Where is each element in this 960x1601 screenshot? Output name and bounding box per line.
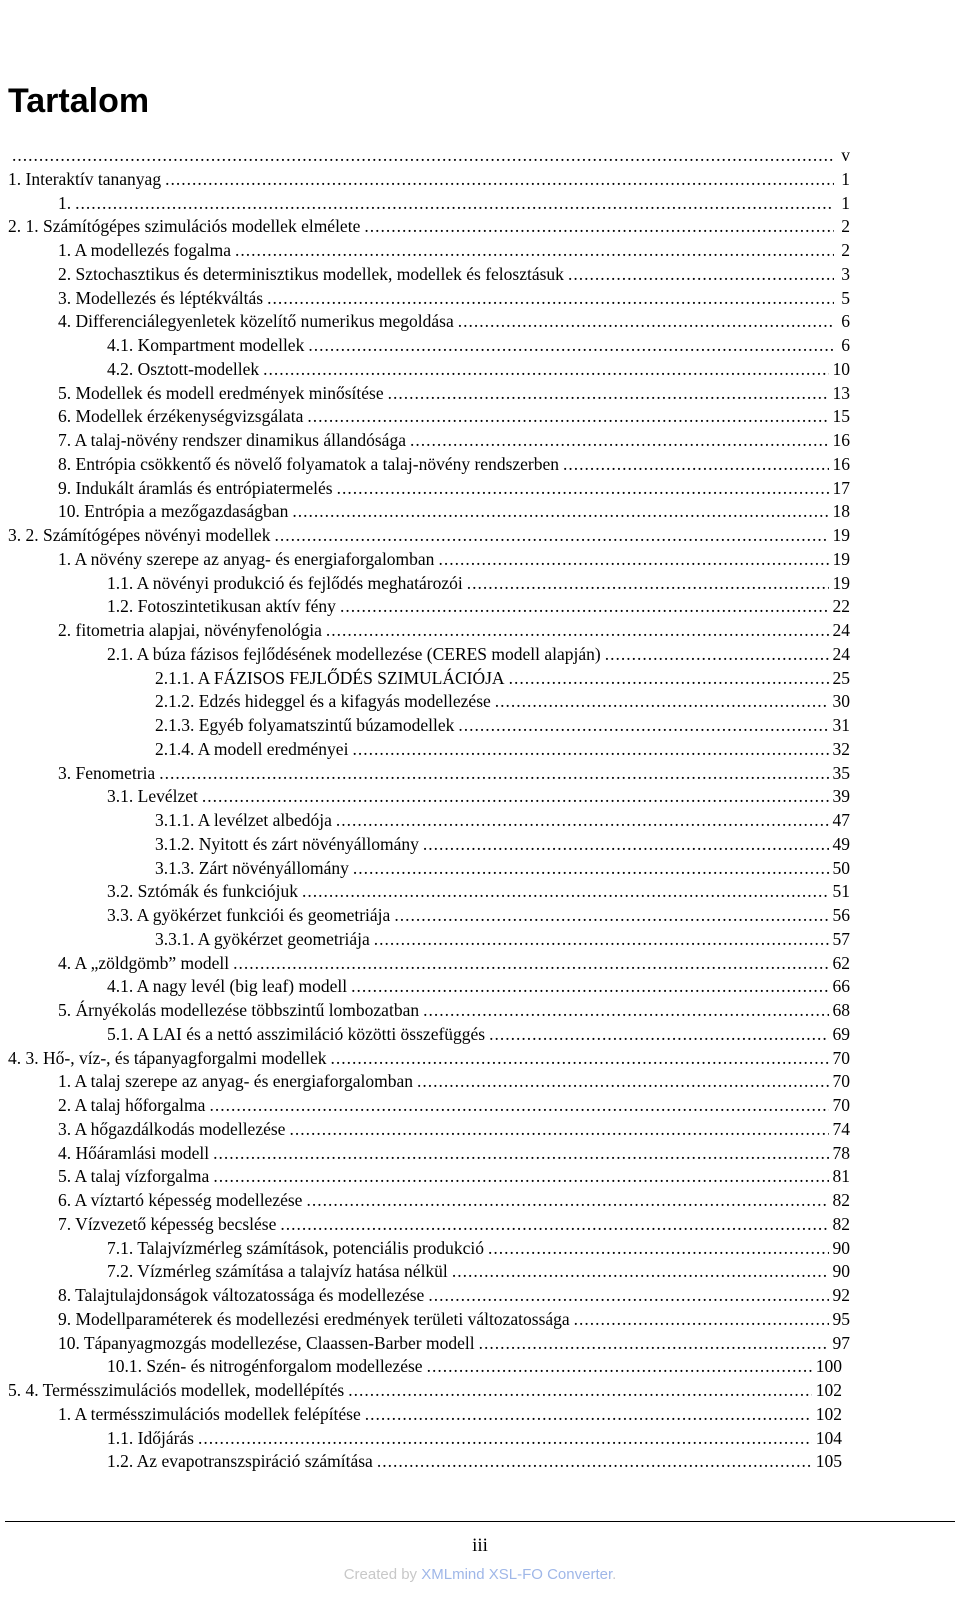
toc-entry-page: 17 bbox=[832, 477, 850, 498]
toc-entry-page: 97 bbox=[832, 1332, 850, 1353]
toc-entry-title: 2.1. A búza fázisos fejlődésének modellezése (CERES modell alapján) bbox=[107, 643, 601, 664]
toc-entry-page: 31 bbox=[832, 715, 850, 735]
toc-entry-page: 24 bbox=[832, 620, 850, 640]
toc-entry[interactable] bbox=[58, 1166, 850, 1190]
toc-leader-dots bbox=[495, 691, 829, 712]
toc-entry-title: 3.1. Levélzet bbox=[107, 786, 198, 807]
toc-entry[interactable] bbox=[58, 1214, 850, 1238]
toc-entry-page: 56 bbox=[832, 905, 850, 925]
toc-entry-page: 102 bbox=[815, 1403, 842, 1424]
toc-entry[interactable] bbox=[58, 1095, 850, 1119]
toc-entry[interactable] bbox=[58, 478, 850, 502]
toc-entry[interactable] bbox=[107, 976, 850, 1000]
credit-prefix: Created by bbox=[343, 1566, 422, 1583]
toc-entry[interactable] bbox=[58, 383, 850, 407]
toc-entry-page: 39 bbox=[832, 786, 850, 807]
toc-entry[interactable] bbox=[155, 668, 850, 692]
toc-entry[interactable] bbox=[58, 1285, 850, 1309]
toc-entry-title: 3. Modellezés és léptékváltás bbox=[58, 287, 264, 308]
page-number: iii bbox=[472, 1535, 488, 1556]
toc-entry-title: 1. bbox=[58, 192, 72, 213]
toc-leader-dots bbox=[165, 169, 834, 190]
toc-entry[interactable] bbox=[107, 1428, 842, 1452]
toc-entry[interactable] bbox=[155, 858, 850, 882]
toc-entry-title: 5. A talaj vízforgalma bbox=[58, 1166, 210, 1187]
toc-leader-dots bbox=[12, 145, 834, 166]
toc-entry-title: 9. Indukált áramlás és entrópiatermelés bbox=[58, 477, 333, 498]
toc-leader-dots bbox=[438, 549, 828, 570]
toc-entry-title: 3.3.1. A gyökérzet geometriája bbox=[155, 928, 370, 949]
toc-entry-title: 7. A talaj-növény rendszer dinamikus állandósága bbox=[58, 430, 406, 450]
toc-entry-page: 102 bbox=[815, 1380, 842, 1400]
toc-entry-title: 2.1.2. Edzés hideggel és a kifagyás modellezése bbox=[155, 691, 491, 712]
toc-entry[interactable] bbox=[58, 288, 850, 312]
toc-leader-dots bbox=[458, 715, 828, 736]
toc-leader-dots bbox=[452, 1261, 829, 1282]
toc-entry-title: 6. A víztartó képesség modellezése bbox=[58, 1190, 303, 1210]
toc-entry-title: 4.2. Osztott-modellek bbox=[107, 358, 260, 379]
toc-entry[interactable] bbox=[107, 905, 850, 929]
toc-leader-dots bbox=[274, 525, 828, 546]
toc-leader-dots bbox=[467, 573, 829, 594]
toc-leader-dots bbox=[159, 763, 828, 784]
toc-leader-dots bbox=[351, 976, 828, 997]
toc-entry[interactable] bbox=[107, 573, 850, 597]
toc-entry[interactable] bbox=[155, 929, 850, 953]
toc-entry[interactable] bbox=[107, 1024, 850, 1048]
toc-entry-page: 35 bbox=[832, 762, 850, 783]
toc-entry-title: 4. Differenciálegyenletek közelítő numerikus megoldása bbox=[58, 311, 454, 332]
toc-entry-title: 3. 2. Számítógépes növényi modellek bbox=[8, 525, 271, 545]
toc-leader-dots bbox=[423, 1000, 828, 1021]
toc-entry-page: 70 bbox=[832, 1071, 850, 1092]
toc-entry[interactable] bbox=[58, 193, 850, 217]
toc-leader-dots bbox=[213, 1166, 828, 1187]
toc-entry-title: 3.1.3. Zárt növényállomány bbox=[155, 857, 349, 878]
toc-entry-page: 104 bbox=[815, 1427, 842, 1448]
toc-leader-dots bbox=[605, 644, 829, 665]
toc-entry[interactable] bbox=[8, 169, 850, 193]
toc-entry-page: 81 bbox=[832, 1166, 850, 1187]
toc-entry-page: 95 bbox=[832, 1308, 850, 1329]
toc-leader-dots bbox=[568, 264, 834, 285]
toc-entry-title: 4. 3. Hő-, víz-, és tápanyagforgalmi modellek bbox=[8, 1047, 327, 1068]
toc-leader-dots bbox=[263, 359, 828, 380]
toc-leader-dots bbox=[364, 216, 834, 237]
toc-entry-page: 70 bbox=[832, 1047, 850, 1068]
toc-entry[interactable] bbox=[155, 691, 850, 715]
toc-entry-title: 4. A „zöldgömb” modell bbox=[58, 952, 230, 973]
toc-entry-title: 2. 1. Számítógépes szimulációs modellek elmélete bbox=[8, 216, 361, 237]
toc-entry-page: 15 bbox=[832, 406, 850, 427]
toc-entry-title: 1. A modellezés fogalma bbox=[58, 240, 232, 260]
toc-entry[interactable] bbox=[58, 454, 850, 478]
toc-entry-title: 4. Hőáramlási modell bbox=[58, 1142, 210, 1163]
toc-entry-page: 66 bbox=[832, 976, 850, 997]
toc-leader-dots bbox=[352, 739, 828, 760]
toc-leader-dots bbox=[340, 596, 829, 617]
toc-entry[interactable] bbox=[155, 834, 850, 858]
toc-leader-dots bbox=[377, 1451, 812, 1472]
toc-entry-page: 1 bbox=[841, 168, 850, 189]
toc-entry-title: 7.2. Vízmérleg számítása a talajvíz hatása nélkül bbox=[107, 1261, 448, 1282]
toc-entry[interactable] bbox=[58, 953, 850, 977]
converter-credit bbox=[0, 1566, 960, 1583]
toc-leader-dots bbox=[202, 786, 829, 807]
toc-entry[interactable] bbox=[58, 240, 850, 264]
toc-leader-dots bbox=[75, 193, 834, 214]
toc-entry-title: 8. Talajtulajdonságok változatossága és modellezése bbox=[58, 1285, 425, 1305]
toc-entry-title: 10. Tápanyagmozgás modellezése, Claassen-Barber modell bbox=[58, 1332, 475, 1353]
credit-brand: XMLmind XSL-FO Converter bbox=[421, 1566, 613, 1583]
toc-entry-page: 49 bbox=[832, 833, 850, 854]
toc-entry[interactable] bbox=[107, 644, 850, 668]
toc-entry-title: 1. Interaktív tananyag bbox=[8, 168, 162, 189]
toc-entry[interactable] bbox=[58, 1333, 850, 1357]
toc-entry-title: 3.1.2. Nyitott és zárt növényállomány bbox=[155, 833, 419, 854]
toc-entry-page: 24 bbox=[832, 643, 850, 664]
toc-entry-page: 74 bbox=[832, 1118, 850, 1139]
toc-leader-dots bbox=[417, 1071, 828, 1092]
toc-leader-dots bbox=[365, 1404, 812, 1425]
toc-leader-dots bbox=[302, 881, 828, 902]
toc-entry-title: 5. 4. Termésszimulációs modellek, modellépítés bbox=[8, 1380, 345, 1400]
toc-entry[interactable] bbox=[107, 881, 850, 905]
toc-entry-title: 5.1. A LAI és a nettó asszimiláció közötti összefüggés bbox=[107, 1023, 486, 1044]
toc-entry[interactable] bbox=[58, 763, 850, 787]
toc-entry[interactable] bbox=[155, 739, 850, 763]
toc-leader-dots bbox=[388, 383, 829, 404]
toc-entry-page: 22 bbox=[832, 596, 850, 617]
toc-entry-title: 9. Modellparaméterek és modellezési eredmények területi változatossága bbox=[58, 1308, 570, 1329]
toc-entry-title: 2.1.1. A FÁZISOS FEJLŐDÉS SZIMULÁCIÓJA bbox=[155, 667, 505, 688]
toc-entry[interactable] bbox=[107, 596, 850, 620]
toc-entry-page: 18 bbox=[832, 501, 850, 522]
toc-leader-dots bbox=[423, 834, 829, 855]
toc-entry[interactable] bbox=[58, 1404, 842, 1428]
toc-leader-dots bbox=[410, 430, 829, 451]
toc-entry[interactable] bbox=[107, 786, 850, 810]
toc-leader-dots bbox=[233, 953, 828, 974]
toc-leader-dots bbox=[428, 1285, 828, 1306]
credit-suffix: . bbox=[612, 1566, 617, 1583]
toc-entry[interactable] bbox=[58, 311, 850, 335]
toc-leader-dots bbox=[458, 311, 834, 332]
toc-entry-title: 1. A növény szerepe az anyag- és energiaforgalomban bbox=[58, 548, 435, 569]
toc-entry-page: 5 bbox=[841, 287, 850, 308]
toc-entry-page: 6 bbox=[841, 311, 850, 332]
toc-entry-page: 92 bbox=[832, 1285, 850, 1305]
toc-entry[interactable] bbox=[58, 1000, 850, 1024]
toc-entry-page: 19 bbox=[832, 525, 850, 545]
toc-leader-dots bbox=[479, 1333, 829, 1354]
toc-entry-title: 2.1.3. Egyéb folyamatszintű búzamodellek bbox=[155, 715, 455, 735]
toc-entry[interactable] bbox=[8, 145, 850, 169]
toc-entry-page: 19 bbox=[832, 548, 850, 569]
toc-entry[interactable] bbox=[58, 406, 850, 430]
toc-entry[interactable] bbox=[58, 1309, 850, 1333]
toc-entry[interactable] bbox=[8, 216, 850, 240]
toc-entry-page: 16 bbox=[832, 453, 850, 474]
toc-leader-dots bbox=[308, 335, 834, 356]
toc-entry-title: 8. Entrópia csökkentő és növelő folyamatok a talaj-növény rendszerben bbox=[58, 453, 560, 474]
toc-entry-page: 68 bbox=[832, 1000, 850, 1020]
toc-entry[interactable] bbox=[58, 1190, 850, 1214]
toc-entry[interactable] bbox=[58, 620, 850, 644]
toc-entry-title: 1. A talaj szerepe az anyag- és energiaforgalomban bbox=[58, 1071, 414, 1092]
toc-leader-dots bbox=[235, 240, 834, 261]
toc-entry-title: 4.1. A nagy levél (big leaf) modell bbox=[107, 976, 348, 997]
toc-entry-page: 82 bbox=[832, 1190, 850, 1210]
toc-entry-title: 3.3. A gyökérzet funkciói és geometriája bbox=[107, 905, 391, 925]
toc-entry-title: 2. Sztochasztikus és determinisztikus modellek, modellek és felosztásuk bbox=[58, 263, 564, 284]
toc-entry-page: 105 bbox=[815, 1451, 842, 1472]
toc-entry[interactable] bbox=[107, 1261, 850, 1285]
toc-leader-dots bbox=[374, 929, 829, 950]
toc-entry[interactable] bbox=[155, 715, 850, 739]
toc-entry-page: 78 bbox=[832, 1142, 850, 1163]
toc-leader-dots bbox=[198, 1428, 812, 1449]
toc-entry-title: 10. Entrópia a mezőgazdaságban bbox=[58, 501, 289, 522]
toc-entry-page: 2 bbox=[841, 240, 850, 260]
toc-leader-dots bbox=[307, 406, 828, 427]
toc-leader-dots bbox=[326, 620, 829, 641]
toc-entry[interactable] bbox=[8, 525, 850, 549]
toc-entry-title: 2. A talaj hőforgalma bbox=[58, 1095, 206, 1115]
toc-leader-dots bbox=[489, 1024, 828, 1045]
toc-entry-title: 6. Modellek érzékenységvizsgálata bbox=[58, 406, 304, 427]
toc-entry-page: 100 bbox=[815, 1356, 842, 1377]
toc-entry[interactable] bbox=[107, 1451, 842, 1475]
toc-entry-page: 90 bbox=[832, 1261, 850, 1282]
toc-entry-page: 2 bbox=[841, 216, 850, 237]
toc-entry-page: 1 bbox=[841, 192, 850, 213]
toc-leader-dots bbox=[306, 1190, 828, 1211]
toc-entry[interactable] bbox=[58, 1071, 850, 1095]
toc-entry-title: 2.1.4. A modell eredményei bbox=[155, 738, 349, 759]
toc-leader-dots bbox=[267, 288, 834, 309]
toc-entry-title: 5. Modellek és modell eredmények minősítése bbox=[58, 382, 384, 403]
toc-leader-dots bbox=[209, 1095, 828, 1116]
toc-entry[interactable] bbox=[107, 359, 850, 383]
toc-entry-title: 1.2. Fotoszintetikusan aktív fény bbox=[107, 596, 336, 617]
toc-entry-title: 3.2. Sztómák és funkciójuk bbox=[107, 881, 299, 902]
toc-entry[interactable] bbox=[58, 501, 850, 525]
toc-entry[interactable] bbox=[8, 1380, 842, 1404]
toc-entry-title: 4.1. Kompartment modellek bbox=[107, 335, 305, 355]
toc-entry-page: 90 bbox=[832, 1237, 850, 1258]
toc-leader-dots bbox=[330, 1048, 828, 1069]
toc-leader-dots bbox=[574, 1309, 829, 1330]
toc-entry[interactable] bbox=[58, 1119, 850, 1143]
toc-leader-dots bbox=[509, 668, 829, 689]
toc-entry-page: 16 bbox=[832, 430, 850, 450]
toc-entry-title: 7. Vízvezető képesség becslése bbox=[58, 1213, 277, 1234]
toc-entry[interactable] bbox=[107, 1238, 850, 1262]
toc-entry-title: 1.2. Az evapotranszspiráció számítása bbox=[107, 1451, 373, 1472]
toc-entry-title: 7.1. Talajvízmérleg számítások, potenciális produkció bbox=[107, 1237, 485, 1258]
toc-leader-dots bbox=[337, 478, 829, 499]
toc-entry[interactable] bbox=[58, 430, 850, 454]
toc-leader-dots bbox=[488, 1238, 828, 1259]
toc-entry-title: 5. Árnyékolás modellezése többszintű lombozatban bbox=[58, 1000, 420, 1020]
toc-entry-page: 57 bbox=[832, 928, 850, 949]
toc-entry-page: 30 bbox=[832, 691, 850, 712]
toc-entry-title: 10.1. Szén- és nitrogénforgalom modellezése bbox=[107, 1356, 423, 1377]
toc-entry-page: 10 bbox=[832, 358, 850, 379]
toc-entry[interactable] bbox=[155, 810, 850, 834]
toc-leader-dots bbox=[289, 1119, 828, 1140]
toc-entry-page: 19 bbox=[832, 572, 850, 593]
toc-entry-page: 70 bbox=[832, 1095, 850, 1115]
toc-entry-page: 25 bbox=[832, 667, 850, 688]
toc-leader-dots bbox=[394, 905, 828, 926]
toc-entry-page: v bbox=[841, 145, 850, 165]
toc-entry-title: 1. A termésszimulációs modellek felépítése bbox=[58, 1403, 361, 1424]
toc-entry-title: 3. Fenometria bbox=[58, 762, 156, 783]
toc-leader-dots bbox=[563, 454, 828, 475]
toc-entry-page: 50 bbox=[832, 857, 850, 878]
toc-entry[interactable] bbox=[58, 1143, 850, 1167]
toc-entry-title: 1.1. Időjárás bbox=[107, 1427, 194, 1448]
toc-leader-dots bbox=[427, 1356, 812, 1377]
toc-leader-dots bbox=[348, 1380, 812, 1401]
toc-leader-dots bbox=[280, 1214, 828, 1235]
toc-entry[interactable] bbox=[107, 1356, 842, 1380]
toc-entry-page: 3 bbox=[841, 263, 850, 284]
page-title: Tartalom bbox=[8, 82, 150, 120]
toc-entry[interactable] bbox=[8, 1048, 850, 1072]
toc-leader-dots bbox=[292, 501, 828, 522]
toc-entry-title: 3.1.1. A levélzet albedója bbox=[155, 810, 332, 830]
toc-entry-page: 47 bbox=[832, 810, 850, 830]
toc-entry[interactable] bbox=[58, 549, 850, 573]
toc-entry[interactable] bbox=[107, 335, 850, 359]
toc-leader-dots bbox=[336, 810, 829, 831]
toc-entry-title: 1.1. A növényi produkció és fejlődés meghatározói bbox=[107, 572, 463, 593]
toc-leader-dots bbox=[353, 858, 829, 879]
toc-entry[interactable] bbox=[58, 264, 850, 288]
footer-divider bbox=[5, 1521, 955, 1522]
toc-leader-dots bbox=[213, 1143, 828, 1164]
toc-entry-title: 2. fitometria alapjai, növényfenológia bbox=[58, 620, 322, 640]
toc-entry-page: 51 bbox=[832, 881, 850, 902]
toc-entry-page: 32 bbox=[832, 738, 850, 759]
toc-entry-page: 13 bbox=[832, 382, 850, 403]
toc-entry-page: 82 bbox=[832, 1213, 850, 1234]
toc-entry-title: 3. A hőgazdálkodás modellezése bbox=[58, 1118, 286, 1139]
toc-entry-page: 62 bbox=[832, 952, 850, 973]
toc-entry-page: 69 bbox=[832, 1023, 850, 1044]
toc-entry-page: 6 bbox=[841, 335, 850, 355]
